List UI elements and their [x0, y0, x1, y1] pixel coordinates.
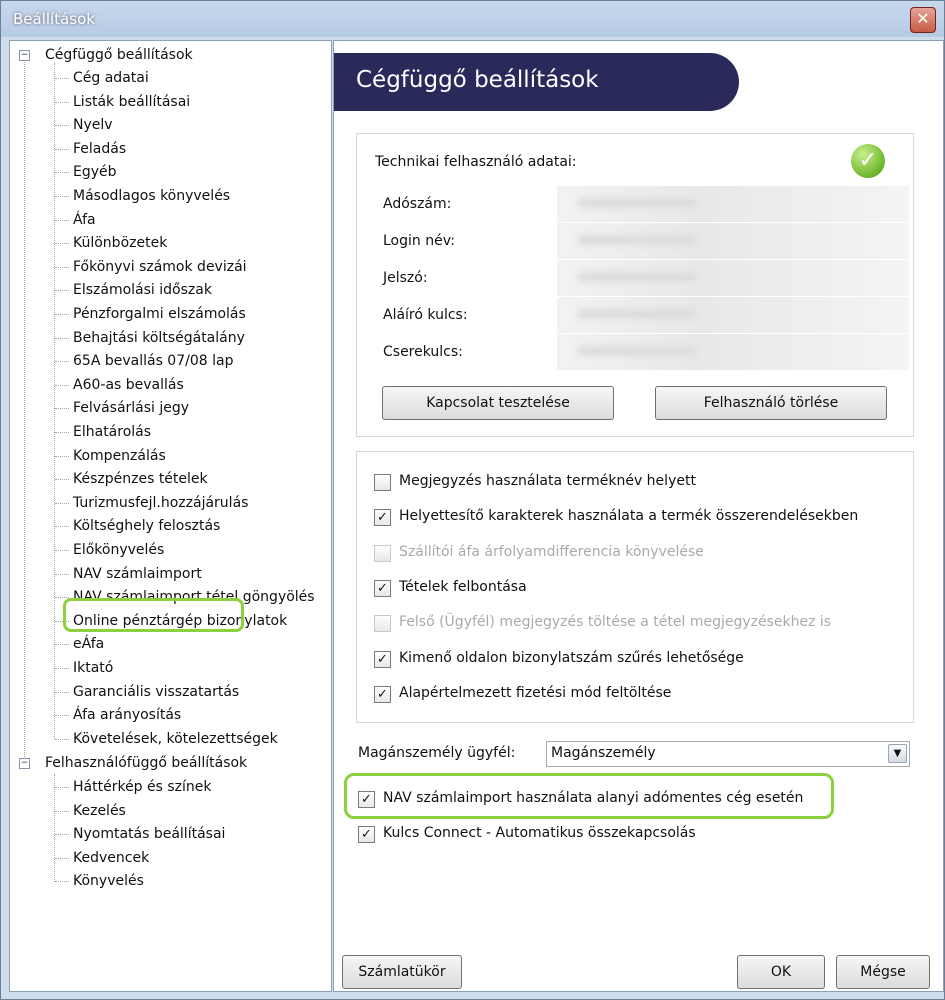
check-circle-icon: ✓ [851, 144, 885, 178]
tree-root-cegfuggo[interactable]: Cégfüggő beállítások [45, 47, 193, 63]
password-value-redacted [557, 260, 909, 296]
tree-item[interactable]: Áfa arányosítás [73, 707, 182, 724]
option-checkbox[interactable]: ✓ [374, 686, 391, 703]
tree-item[interactable]: Másodlagos könyvelés [73, 188, 231, 204]
option-checkbox[interactable]: ✓ [358, 826, 375, 843]
tree-item[interactable]: Előkönyvelés [73, 542, 165, 558]
chevron-down-icon[interactable]: ▼ [888, 744, 907, 763]
selected-highlight [63, 598, 244, 632]
tree-item[interactable]: Költséghely felosztás [73, 518, 221, 535]
title-bar[interactable] [1, 1, 944, 37]
tree-item[interactable]: Elhatárolás [73, 424, 152, 440]
adoszam-value-redacted [557, 186, 909, 222]
option-label: Alapértelmezett fizetési mód feltöltése [399, 684, 672, 701]
tree-item[interactable]: eÁfa [73, 636, 105, 653]
login-value-redacted [557, 223, 909, 259]
expand-icon[interactable]: − [20, 50, 29, 60]
tree-item[interactable]: Online pénztárgép bizonylatok [73, 612, 288, 629]
test-connection-button[interactable]: Kapcsolat tesztelése [382, 386, 614, 420]
option-label: Helyettesítő karakterek használata a termék összerendelésekben [399, 508, 859, 525]
tree-item[interactable]: Listák beállításai [73, 93, 191, 110]
tree-item[interactable]: Cég adatai [73, 70, 149, 86]
tree-item[interactable]: Főkönyvi számok devizái [73, 258, 247, 275]
option-label: Kulcs Connect - Automatikus összekapcsolás [383, 825, 696, 841]
technical-user-heading: Technikai felhasználó adatai: [375, 154, 577, 170]
field-label-adoszam: Adószám: [383, 196, 452, 212]
tree-item[interactable]: Elszámolási időszak [73, 282, 212, 299]
tree-item[interactable]: Kompenzálás [73, 447, 166, 464]
chart-of-accounts-button[interactable]: Számlatükör [342, 955, 462, 989]
ok-button[interactable]: OK [737, 955, 825, 989]
tree-item[interactable]: Garanciális visszatartás [73, 683, 240, 700]
field-label-jelszo: Jelszó: [383, 270, 428, 286]
settings-content [333, 40, 944, 992]
tree-item[interactable]: Egyéb [73, 164, 117, 181]
private-person-select[interactable] [546, 741, 910, 767]
tree-item[interactable]: Nyomtatás beállításai [73, 826, 226, 843]
tree-item[interactable]: Turizmusfejl.hozzájárulás [73, 494, 249, 511]
tree-item[interactable]: Követelések, kötelezettségek [73, 730, 278, 747]
close-button[interactable]: ✕ [910, 7, 936, 33]
section-banner [334, 53, 739, 111]
option-label: Kimenő oldalon bizonylatszám szűrés lehetősége [399, 649, 744, 666]
option-label: NAV számlaimport használata alanyi adómentes cég esetén [383, 790, 804, 806]
option-checkbox[interactable] [374, 545, 391, 562]
tree-item[interactable]: Pénzforgalmi elszámolás [73, 306, 246, 322]
tree-item[interactable]: Iktató [73, 660, 114, 676]
tree-item[interactable]: Felvásárlási jegy [73, 400, 190, 417]
tree-item[interactable]: Behajtási költségátalány [73, 329, 245, 346]
signing-key-value-redacted [557, 297, 909, 333]
tree-item[interactable]: 65A bevallás 07/08 lap [73, 353, 234, 370]
tree-item[interactable]: Különbözetek [73, 235, 168, 252]
window-title: Beállítások [13, 10, 95, 28]
tree-item[interactable]: Kedvencek [73, 849, 150, 866]
settings-tree [9, 40, 332, 992]
tree-item[interactable]: NAV számlaimport [73, 565, 202, 582]
tree-root-felhasznalofuggo[interactable]: Felhasználófüggő beállítások [45, 755, 248, 771]
tree-item[interactable]: NAV számlaimport tétel göngyölés [73, 589, 315, 606]
tree-item[interactable]: Nyelv [73, 117, 113, 134]
tree-item[interactable]: A60-as bevallás [73, 376, 184, 393]
options-group [356, 451, 914, 723]
field-label-login: Login név: [383, 233, 455, 249]
exchange-key-value-redacted [557, 334, 909, 370]
tree-item[interactable]: Kezelés [73, 802, 126, 819]
expand-icon[interactable]: − [20, 758, 29, 768]
tree-item[interactable]: Könyvelés [73, 873, 144, 890]
field-label-alairo-kulcs: Aláíró kulcs: [383, 307, 468, 323]
option-checkbox[interactable]: ✓ [374, 509, 391, 526]
option-checkbox[interactable]: ✓ [374, 651, 391, 668]
option-label: Tételek felbontása [399, 578, 527, 595]
option-checkbox[interactable] [374, 474, 391, 491]
page-title: Cégfüggő beállítások [356, 67, 599, 93]
option-label: Megjegyzés használata terméknév helyett [399, 473, 696, 489]
delete-user-button[interactable]: Felhasználó törlése [655, 386, 887, 420]
private-person-label: Magánszemély ügyfél: [358, 745, 516, 761]
cancel-button[interactable]: Mégse [836, 955, 930, 989]
tree-item[interactable]: Háttérkép és színek [73, 779, 212, 795]
private-person-value: Magánszemély [551, 745, 656, 761]
option-checkbox[interactable]: ✓ [358, 791, 375, 808]
option-label: Szállítói áfa árfolyamdifferencia könyvelése [399, 543, 704, 560]
tree-item[interactable]: Feladás [73, 140, 127, 157]
tree-item[interactable]: Áfa [73, 211, 96, 228]
option-checkbox[interactable]: ✓ [374, 580, 391, 597]
field-label-cserekulcs: Cserekulcs: [383, 344, 463, 360]
option-label: Felső (Ügyfél) megjegyzés töltése a tétel megjegyzésekhez is [399, 614, 832, 631]
technical-user-group [356, 133, 914, 437]
tree-item[interactable]: Készpénzes tételek [73, 471, 208, 488]
option-checkbox[interactable] [374, 615, 391, 632]
